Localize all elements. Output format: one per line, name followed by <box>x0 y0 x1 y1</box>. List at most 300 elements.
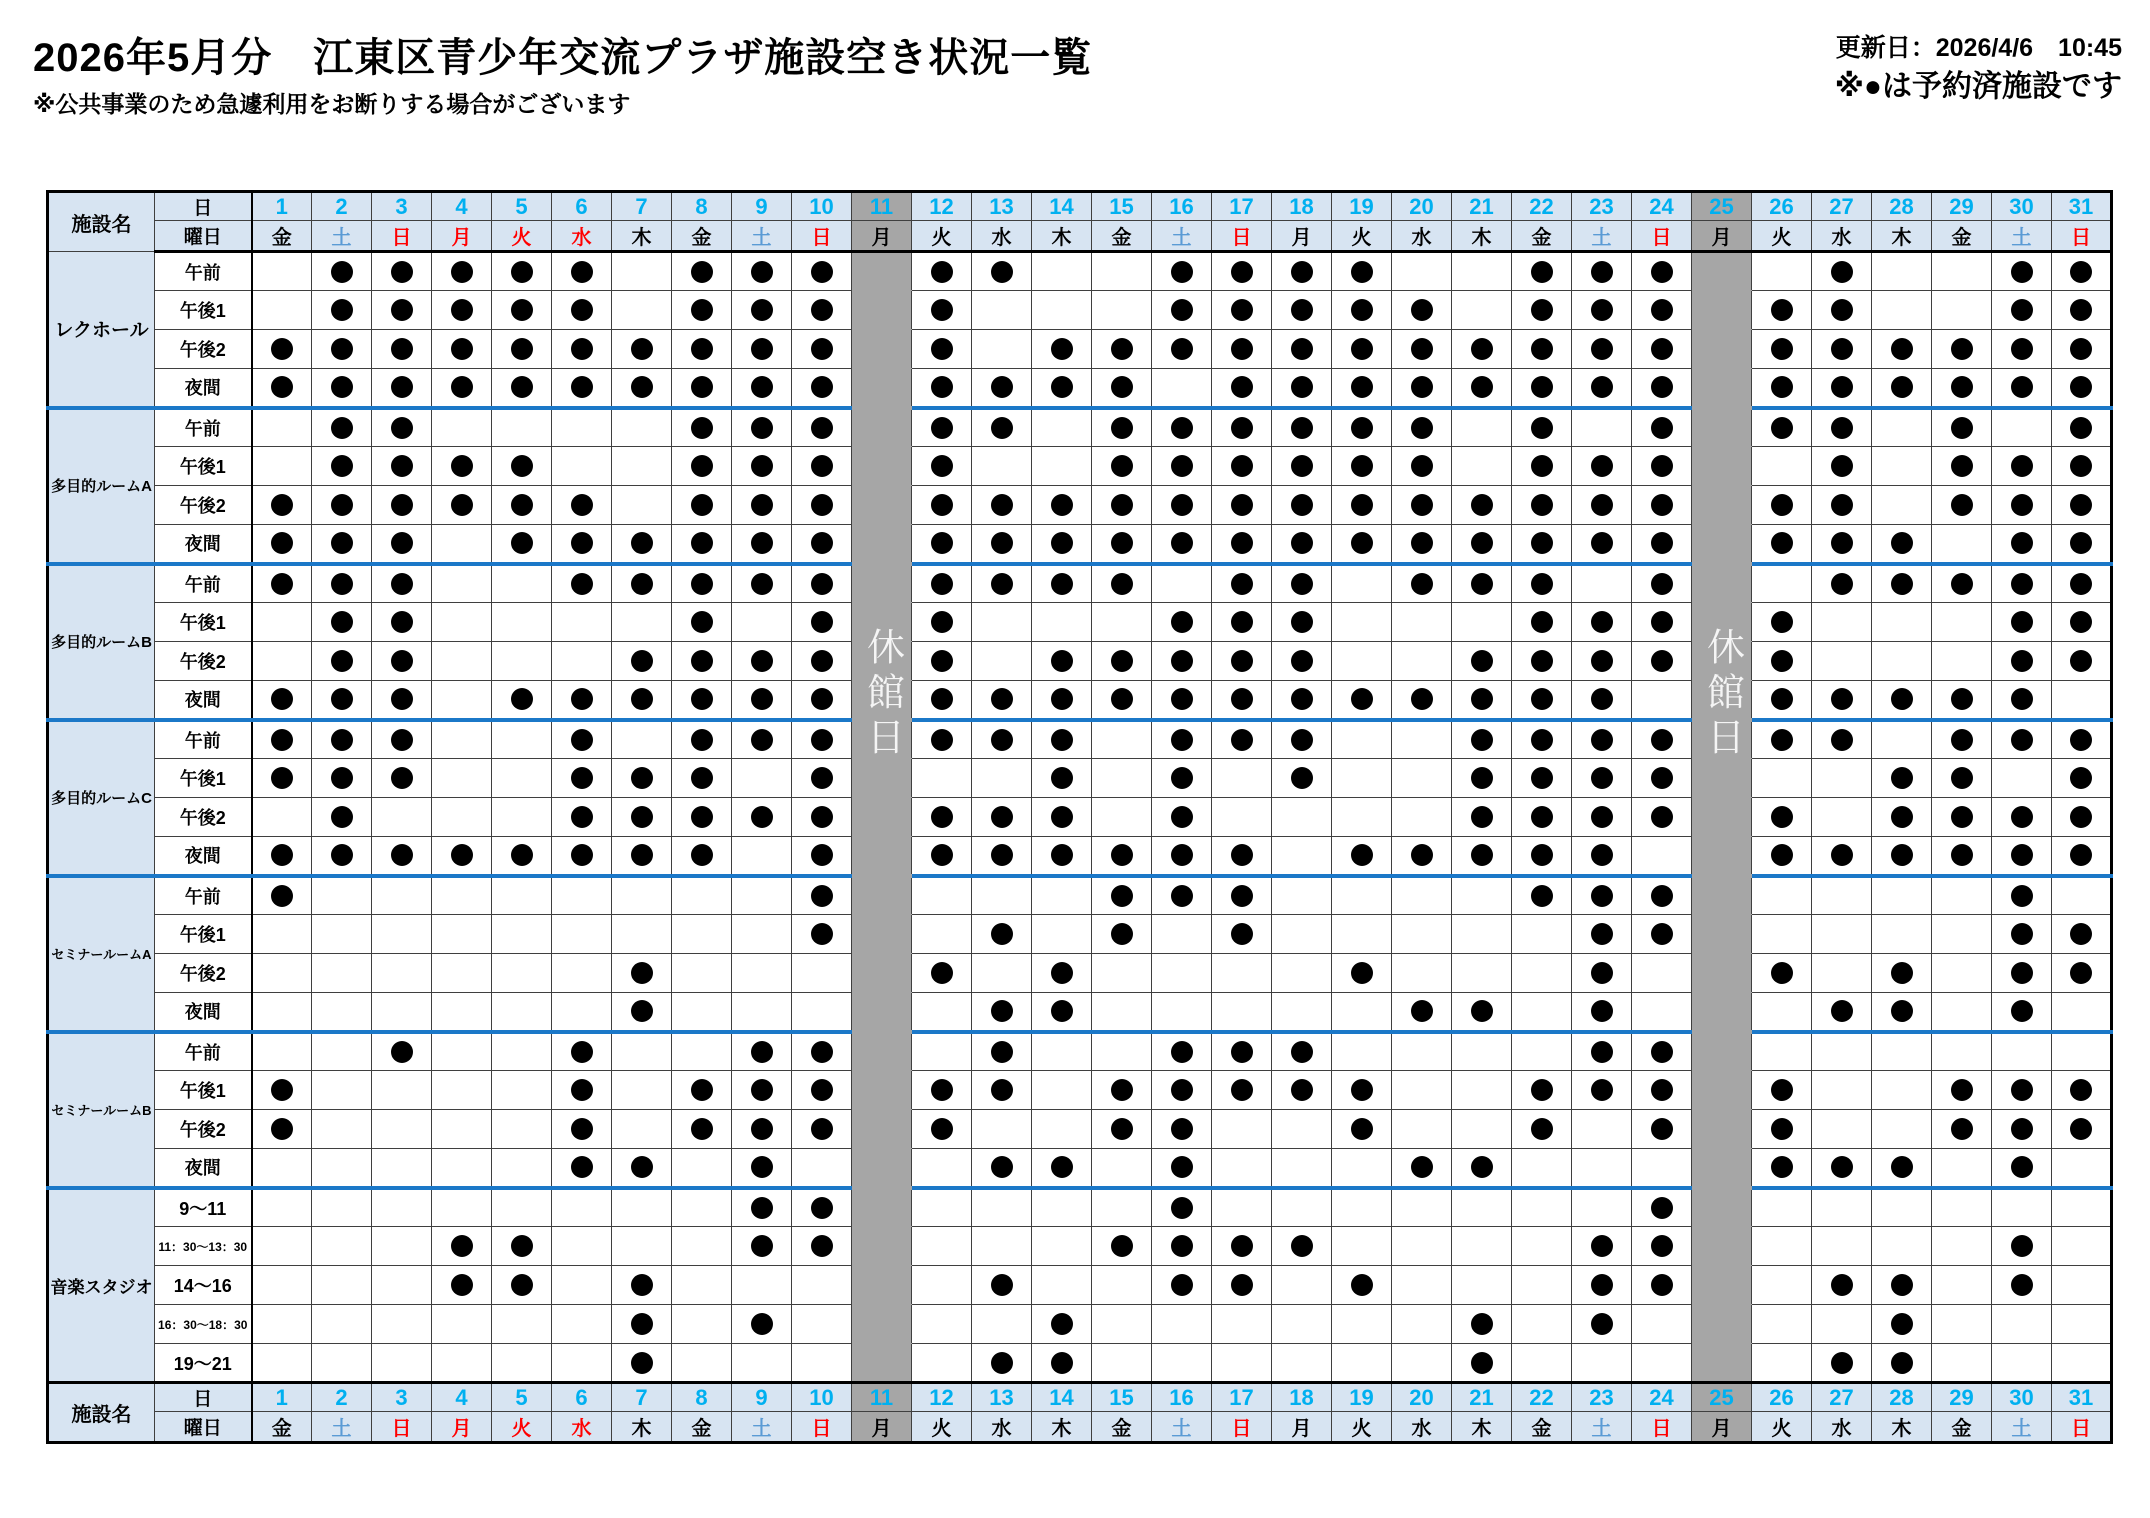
availability-cell <box>2052 330 2112 369</box>
reserved-dot-icon <box>2011 494 2033 516</box>
availability-cell <box>1752 1266 1812 1305</box>
availability-cell <box>972 1032 1032 1071</box>
time-slot-label: 午前 <box>155 876 252 915</box>
availability-cell <box>1512 291 1572 330</box>
weekday-cell: 水 <box>552 1412 612 1443</box>
availability-cell <box>672 993 732 1032</box>
availability-cell <box>1332 603 1392 642</box>
day-number-cell: 6 <box>552 1383 612 1412</box>
availability-cell <box>1812 252 1872 291</box>
availability-cell <box>312 447 372 486</box>
reserved-dot-icon <box>631 1313 653 1335</box>
reserved-dot-icon <box>391 261 413 283</box>
availability-cell <box>252 252 312 291</box>
reserved-dot-icon <box>691 261 713 283</box>
availability-cell <box>1572 447 1632 486</box>
availability-cell <box>1872 291 1932 330</box>
availability-cell <box>1932 408 1992 447</box>
availability-cell <box>1392 486 1452 525</box>
availability-cell <box>552 525 612 564</box>
availability-cell <box>1332 1110 1392 1149</box>
availability-cell <box>792 1110 852 1149</box>
reserved-dot-icon <box>2011 1156 2033 1178</box>
availability-cell <box>552 993 612 1032</box>
availability-cell <box>312 876 372 915</box>
reserved-dot-icon <box>1651 1197 1673 1219</box>
weekday-cell: 日 <box>1632 221 1692 252</box>
availability-cell <box>492 1110 552 1149</box>
availability-cell <box>252 993 312 1032</box>
availability-cell <box>1452 993 1512 1032</box>
reserved-dot-icon <box>1111 455 1133 477</box>
reserved-dot-icon <box>1771 1156 1793 1178</box>
availability-cell <box>312 1071 372 1110</box>
availability-cell <box>1452 837 1512 876</box>
availability-cell <box>1032 798 1092 837</box>
availability-cell <box>612 486 672 525</box>
reserved-dot-icon <box>751 376 773 398</box>
day-number-cell: 20 <box>1392 1383 1452 1412</box>
reserved-dot-icon <box>1951 376 1973 398</box>
reserved-dot-icon <box>1111 923 1133 945</box>
availability-cell <box>972 486 1032 525</box>
availability-cell <box>792 642 852 681</box>
reserved-dot-icon <box>1291 573 1313 595</box>
day-number-cell: 4 <box>432 192 492 221</box>
reserved-dot-icon <box>571 376 593 398</box>
availability-cell <box>1452 954 1512 993</box>
reserved-dot-icon <box>1831 688 1853 710</box>
availability-cell <box>1872 759 1932 798</box>
reserved-dot-icon <box>1411 532 1433 554</box>
availability-cell <box>432 1305 492 1344</box>
availability-cell <box>492 525 552 564</box>
availability-cell <box>912 408 972 447</box>
availability-cell <box>1932 1266 1992 1305</box>
day-number-cell: 16 <box>1152 192 1212 221</box>
availability-cell <box>1392 564 1452 603</box>
availability-cell <box>1692 1188 1752 1227</box>
day-number-cell: 11 <box>852 192 912 221</box>
day-number-cell: 26 <box>1752 1383 1812 1412</box>
availability-cell <box>1572 993 1632 1032</box>
availability-cell <box>432 330 492 369</box>
availability-cell <box>1692 291 1752 330</box>
reserved-dot-icon <box>1111 650 1133 672</box>
availability-cell <box>252 876 312 915</box>
day-number-cell: 21 <box>1452 192 1512 221</box>
availability-cell <box>432 1110 492 1149</box>
availability-cell <box>1572 1071 1632 1110</box>
availability-cell <box>2052 954 2112 993</box>
availability-cell <box>492 1188 552 1227</box>
availability-cell <box>972 1071 1032 1110</box>
reserved-dot-icon <box>691 767 713 789</box>
availability-cell <box>1572 876 1632 915</box>
availability-cell <box>1992 876 2052 915</box>
availability-cell <box>1932 1188 1992 1227</box>
reserved-dot-icon <box>1471 844 1493 866</box>
availability-cell <box>312 798 372 837</box>
availability-cell <box>1272 681 1332 720</box>
availability-cell <box>1992 954 2052 993</box>
reserved-dot-icon <box>931 611 953 633</box>
weekday-cell: 金 <box>1932 1412 1992 1443</box>
reserved-dot-icon <box>2011 885 2033 907</box>
reserved-dot-icon <box>2070 338 2092 360</box>
reserved-dot-icon <box>1591 885 1613 907</box>
reserved-dot-icon <box>1891 376 1913 398</box>
availability-cell <box>552 1344 612 1383</box>
reserved-dot-icon <box>1411 1000 1433 1022</box>
weekday-cell: 土 <box>1152 221 1212 252</box>
weekday-cell: 月 <box>1272 221 1332 252</box>
availability-cell <box>552 408 612 447</box>
reserved-dot-icon <box>1351 1274 1373 1296</box>
reserved-dot-icon <box>451 338 473 360</box>
availability-cell <box>972 954 1032 993</box>
time-slot-label: 午前 <box>155 564 252 603</box>
reserved-dot-icon <box>1291 1235 1313 1257</box>
availability-cell <box>1692 1305 1752 1344</box>
availability-cell <box>1212 915 1272 954</box>
availability-cell <box>372 603 432 642</box>
availability-cell <box>1212 1071 1272 1110</box>
reserved-dot-icon <box>811 1041 833 1063</box>
reserved-dot-icon <box>1531 455 1553 477</box>
reserved-dot-icon <box>991 1041 1013 1063</box>
availability-cell <box>792 1071 852 1110</box>
availability-cell <box>1572 720 1632 759</box>
weekday-cell: 日 <box>1212 221 1272 252</box>
reserved-dot-icon <box>391 494 413 516</box>
availability-cell <box>372 330 432 369</box>
availability-cell <box>1272 720 1332 759</box>
availability-cell <box>372 291 432 330</box>
reserved-dot-icon <box>1531 806 1553 828</box>
availability-cell <box>1452 1305 1512 1344</box>
availability-cell <box>372 1227 432 1266</box>
reserved-dot-icon <box>1171 299 1193 321</box>
reserved-dot-icon <box>271 844 293 866</box>
availability-cell <box>1032 1227 1092 1266</box>
availability-cell <box>1032 1266 1092 1305</box>
reserved-dot-icon <box>1651 532 1673 554</box>
availability-cell <box>1212 603 1272 642</box>
reserved-dot-icon <box>331 338 353 360</box>
availability-cell <box>732 369 792 408</box>
availability-cell <box>732 486 792 525</box>
reserved-dot-icon <box>331 376 353 398</box>
availability-cell <box>1572 1149 1632 1188</box>
day-number-cell: 21 <box>1452 1383 1512 1412</box>
page-note: ※公共事業のため急遽利用をお断りする場合がございます <box>33 91 631 117</box>
reserved-dot-icon <box>931 729 953 751</box>
reserved-dot-icon <box>2011 338 2033 360</box>
reserved-dot-icon <box>1771 299 1793 321</box>
availability-cell <box>312 993 372 1032</box>
reserved-dot-icon <box>1171 1079 1193 1101</box>
reserved-dot-icon <box>991 494 1013 516</box>
reserved-dot-icon <box>631 962 653 984</box>
availability-cell <box>372 954 432 993</box>
availability-cell <box>1152 1032 1212 1071</box>
reserved-dot-icon <box>991 1000 1013 1022</box>
availability-cell <box>732 525 792 564</box>
reserved-dot-icon <box>1531 688 1553 710</box>
availability-cell <box>852 447 912 486</box>
day-number-cell: 27 <box>1812 1383 1872 1412</box>
availability-cell <box>1572 486 1632 525</box>
time-slot-label: 午後2 <box>155 486 252 525</box>
reserved-dot-icon <box>1171 688 1193 710</box>
availability-cell <box>1752 291 1812 330</box>
reserved-dot-icon <box>1231 1079 1253 1101</box>
availability-cell <box>1332 1305 1392 1344</box>
availability-cell <box>372 1344 432 1383</box>
availability-cell <box>792 603 852 642</box>
availability-cell <box>732 993 792 1032</box>
availability-cell <box>1872 1266 1932 1305</box>
reserved-dot-icon <box>1771 688 1793 710</box>
availability-cell <box>1272 1266 1332 1305</box>
availability-cell <box>912 915 972 954</box>
availability-cell <box>312 603 372 642</box>
availability-cell <box>1452 681 1512 720</box>
availability-cell <box>912 1188 972 1227</box>
availability-cell <box>792 330 852 369</box>
reserved-dot-icon <box>931 688 953 710</box>
availability-cell <box>432 447 492 486</box>
availability-cell <box>912 1149 972 1188</box>
availability-cell <box>372 993 432 1032</box>
day-number-cell: 4 <box>432 1383 492 1412</box>
availability-cell <box>1752 1032 1812 1071</box>
day-number-cell: 29 <box>1932 192 1992 221</box>
availability-cell <box>1872 252 1932 291</box>
availability-cell <box>2052 1032 2112 1071</box>
availability-cell <box>672 1032 732 1071</box>
availability-cell <box>1392 837 1452 876</box>
reserved-dot-icon <box>2070 844 2092 866</box>
availability-cell <box>852 564 912 603</box>
reserved-dot-icon <box>991 1079 1013 1101</box>
availability-cell <box>1272 1305 1332 1344</box>
reserved-dot-icon <box>1231 417 1253 439</box>
reserved-dot-icon <box>1051 573 1073 595</box>
reserved-dot-icon <box>1111 1118 1133 1140</box>
reserved-dot-icon <box>1351 962 1373 984</box>
availability-cell <box>312 330 372 369</box>
availability-cell <box>1992 603 2052 642</box>
availability-cell <box>1932 1344 1992 1383</box>
availability-cell <box>612 447 672 486</box>
availability-cell <box>1692 1149 1752 1188</box>
availability-cell <box>492 564 552 603</box>
reserved-dot-icon <box>931 455 953 477</box>
reserved-dot-icon <box>931 299 953 321</box>
reserved-dot-icon <box>1771 532 1793 554</box>
availability-cell <box>1992 720 2052 759</box>
availability-cell <box>372 837 432 876</box>
availability-cell <box>1272 1071 1332 1110</box>
reserved-dot-icon <box>2011 650 2033 672</box>
day-number-cell: 30 <box>1992 1383 2052 1412</box>
availability-cell <box>672 720 732 759</box>
weekday-cell: 火 <box>492 1412 552 1443</box>
availability-cell <box>1332 1266 1392 1305</box>
reserved-dot-icon <box>1231 1274 1253 1296</box>
reserved-dot-icon <box>331 688 353 710</box>
reserved-dot-icon <box>271 688 293 710</box>
reserved-dot-icon <box>571 1041 593 1063</box>
availability-cell <box>672 291 732 330</box>
availability-cell <box>1752 369 1812 408</box>
reserved-dot-icon <box>1171 767 1193 789</box>
reserved-dot-icon <box>1291 417 1313 439</box>
availability-cell <box>1692 408 1752 447</box>
footer-facility-label: 施設名 <box>48 1383 155 1443</box>
reserved-dot-icon <box>1351 1118 1373 1140</box>
availability-cell <box>372 798 432 837</box>
availability-cell <box>1752 1188 1812 1227</box>
availability-cell <box>2052 486 2112 525</box>
availability-cell <box>732 1266 792 1305</box>
reserved-dot-icon <box>1291 455 1313 477</box>
reserved-dot-icon <box>631 1352 653 1374</box>
weekday-cell: 土 <box>1572 1412 1632 1443</box>
availability-cell <box>2052 642 2112 681</box>
availability-cell <box>1332 525 1392 564</box>
availability-cell <box>1212 681 1272 720</box>
weekday-cell: 月 <box>432 1412 492 1443</box>
availability-cell <box>432 1071 492 1110</box>
availability-cell <box>1092 291 1152 330</box>
reserved-dot-icon <box>571 806 593 828</box>
availability-cell <box>1332 837 1392 876</box>
availability-cell <box>252 915 312 954</box>
availability-cell <box>1092 330 1152 369</box>
availability-cell <box>1572 603 1632 642</box>
time-slot-label: 夜間 <box>155 525 252 564</box>
availability-cell <box>1272 369 1332 408</box>
availability-cell <box>312 486 372 525</box>
availability-cell <box>1392 876 1452 915</box>
reserved-dot-icon <box>1291 688 1313 710</box>
weekday-cell: 木 <box>1452 1412 1512 1443</box>
reserved-dot-icon <box>1651 494 1673 516</box>
availability-cell <box>1812 603 1872 642</box>
availability-cell <box>912 369 972 408</box>
reserved-dot-icon <box>1951 806 1973 828</box>
reserved-dot-icon <box>1651 1118 1673 1140</box>
time-slot-label: 夜間 <box>155 681 252 720</box>
availability-cell <box>1332 1344 1392 1383</box>
availability-cell <box>1032 915 1092 954</box>
reserved-dot-icon <box>991 1274 1013 1296</box>
reserved-dot-icon <box>571 261 593 283</box>
reserved-dot-icon <box>1531 844 1553 866</box>
availability-cell <box>1272 642 1332 681</box>
reserved-dot-icon <box>271 1079 293 1101</box>
reserved-dot-icon <box>1231 923 1253 945</box>
reserved-dot-icon <box>391 417 413 439</box>
time-slot-label: 午後1 <box>155 759 252 798</box>
availability-cell <box>1152 837 1212 876</box>
availability-cell <box>1992 447 2052 486</box>
availability-cell <box>1032 486 1092 525</box>
availability-cell <box>1572 1188 1632 1227</box>
reserved-dot-icon <box>1591 299 1613 321</box>
reserved-dot-icon <box>1771 844 1793 866</box>
availability-cell <box>1332 369 1392 408</box>
reserved-dot-icon <box>1891 532 1913 554</box>
reserved-dot-icon <box>1171 1156 1193 1178</box>
availability-cell <box>1512 1305 1572 1344</box>
availability-cell <box>1392 642 1452 681</box>
availability-cell <box>492 408 552 447</box>
reserved-dot-icon <box>991 376 1013 398</box>
availability-cell <box>372 1032 432 1071</box>
reserved-dot-icon <box>2011 376 2033 398</box>
time-slot-label: 午後2 <box>155 798 252 837</box>
reserved-dot-icon <box>1591 532 1613 554</box>
availability-cell <box>1812 1227 1872 1266</box>
availability-cell <box>312 369 372 408</box>
reserved-dot-icon <box>331 611 353 633</box>
weekday-cell: 金 <box>252 1412 312 1443</box>
availability-cell <box>1752 759 1812 798</box>
reserved-dot-icon <box>751 494 773 516</box>
reserved-dot-icon <box>271 573 293 595</box>
day-number-cell: 26 <box>1752 192 1812 221</box>
reserved-dot-icon <box>2011 1118 2033 1140</box>
reserved-dot-icon <box>811 1235 833 1257</box>
availability-cell <box>912 603 972 642</box>
availability-cell <box>1392 603 1452 642</box>
availability-cell <box>1452 603 1512 642</box>
availability-cell <box>672 798 732 837</box>
reserved-dot-icon <box>631 573 653 595</box>
availability-cell <box>972 1188 1032 1227</box>
availability-cell <box>672 642 732 681</box>
availability-cell <box>792 915 852 954</box>
day-number-cell: 3 <box>372 1383 432 1412</box>
time-slot-label: 午後2 <box>155 1110 252 1149</box>
availability-cell <box>792 1266 852 1305</box>
availability-cell <box>972 564 1032 603</box>
reserved-dot-icon <box>1471 338 1493 360</box>
availability-cell <box>972 1266 1032 1305</box>
availability-cell <box>2052 993 2112 1032</box>
availability-cell <box>1392 1305 1452 1344</box>
availability-cell <box>312 642 372 681</box>
availability-cell <box>1692 681 1752 720</box>
availability-cell <box>2052 1071 2112 1110</box>
availability-cell <box>432 915 492 954</box>
reserved-dot-icon <box>991 532 1013 554</box>
reserved-dot-icon <box>691 494 713 516</box>
availability-cell <box>1272 408 1332 447</box>
availability-cell <box>852 1227 912 1266</box>
reserved-dot-icon <box>1531 338 1553 360</box>
availability-cell <box>312 252 372 291</box>
availability-cell <box>1872 1071 1932 1110</box>
reserved-dot-icon <box>1531 261 1553 283</box>
availability-cell <box>1992 486 2052 525</box>
reserved-dot-icon <box>631 806 653 828</box>
availability-cell <box>1212 1344 1272 1383</box>
